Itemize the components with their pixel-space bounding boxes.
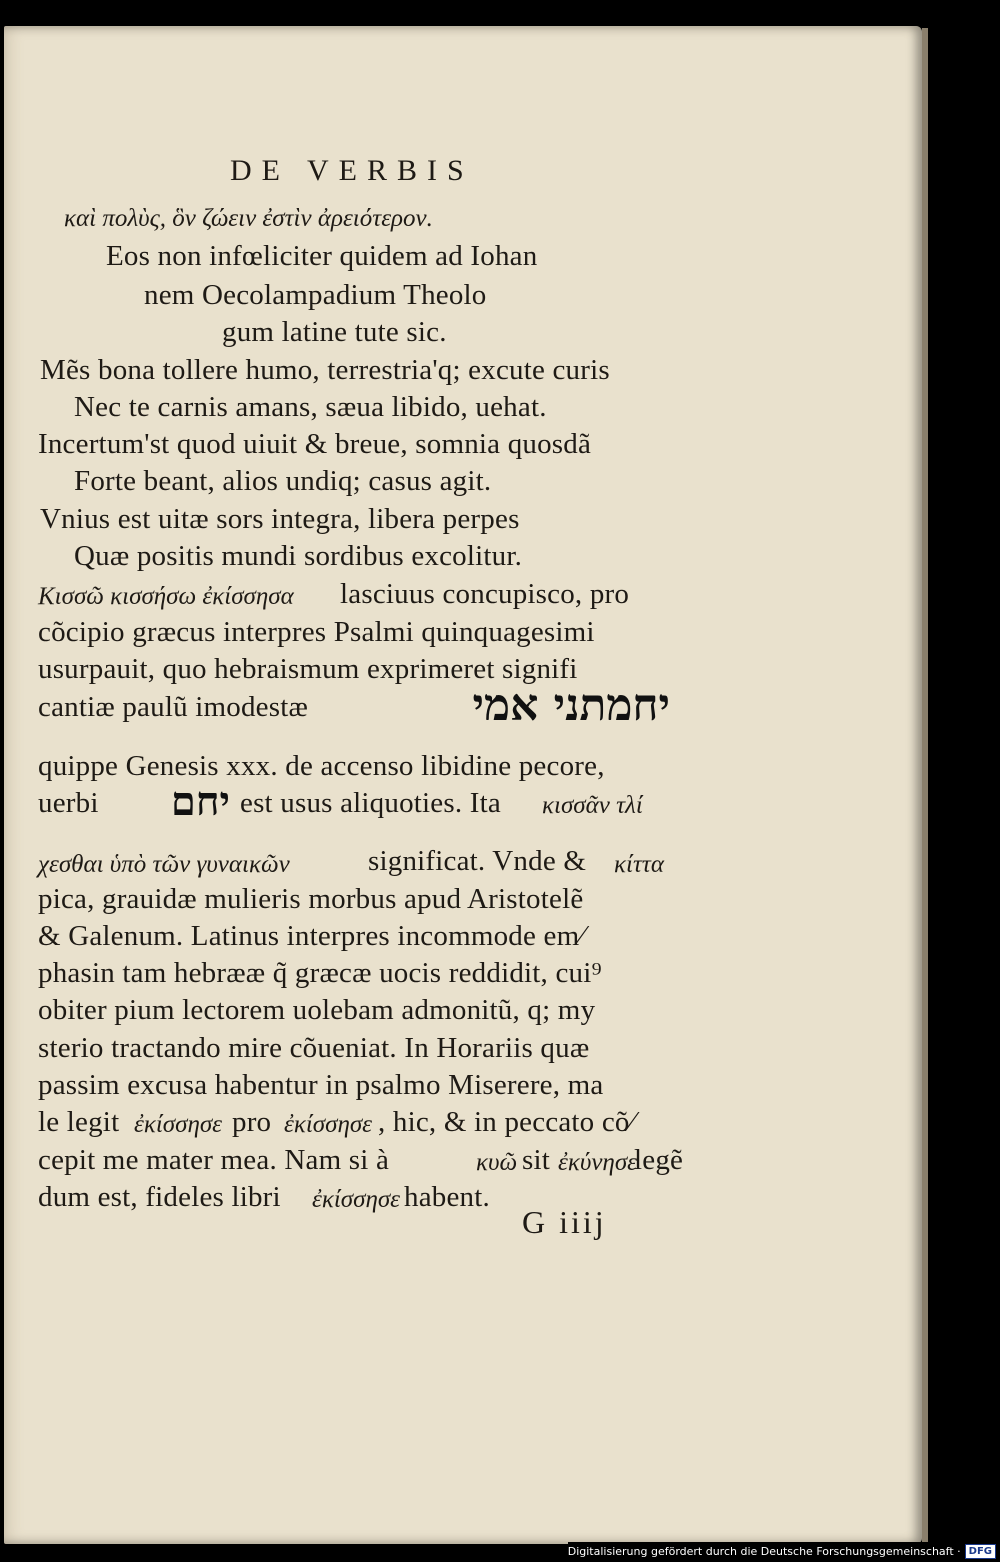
text-line-lasciuus: lasciuus concupisco, pro	[340, 578, 630, 610]
signature-mark: G iiij	[522, 1204, 607, 1240]
text-line-le-legit: le legit	[38, 1106, 120, 1138]
text-line-lege: legẽ	[634, 1144, 684, 1176]
text-line-concipio: cõcipio græcus interpres Psalmi quinquagesimi	[38, 616, 595, 648]
text-line-uerbi: uerbi	[38, 787, 99, 819]
text-line-phasin: phasin tam hebrææ q̃ græcæ uocis reddidit, cui⁹	[38, 957, 602, 989]
text-line-hic: , hic, & in peccato cõ⁄	[378, 1106, 635, 1138]
greek-kisso-forms: Κισσῶ κισσήσω ἐκίσσησα	[38, 583, 294, 610]
text-line-pro: pro	[232, 1106, 272, 1138]
greek-ekissese-1: ἐκίσσησε	[134, 1111, 223, 1138]
greek-ekissese-3: ἐκίσσησε	[312, 1186, 401, 1213]
verse-line-5: Vnius est uitæ sors integra, libera perpes	[40, 503, 520, 535]
dfg-logo: DFG	[965, 1544, 996, 1559]
greek-ekynese: ἐκύνησε	[558, 1149, 638, 1176]
verse-line-2: Nec te carnis amans, sæua libido, uehat.	[74, 391, 547, 423]
text-line-cantiae: cantiæ paulũ imodestæ	[38, 691, 309, 723]
greek-kissan: κισσᾶν τλί	[542, 792, 643, 819]
text-line-1: Eos non infœliciter quidem ad Iohan	[106, 240, 538, 272]
text-line-cepit: cepit me mater mea. Nam si à	[38, 1144, 390, 1176]
page-edge	[922, 28, 928, 1542]
text-line-dum-est: dum est, fideles libri	[38, 1181, 281, 1213]
text-line-sterio: sterio tractando mire cõueniat. In Horariis quæ	[38, 1032, 590, 1064]
greek-line: καὶ πολὺς, ὃν ζώειν ἐστὶν ἀρειότερον.	[64, 205, 433, 232]
digitization-credit	[568, 1542, 996, 1560]
greek-xeothai: χεσθαι ὑπὸ τῶν γυναικῶν	[38, 851, 290, 878]
text-line-passim: passim excusa habentur in psalmo Miserere, ma	[38, 1069, 604, 1101]
hebrew-word: יחם	[170, 778, 230, 825]
text-line-pica: pica, grauidæ mulieris morbus apud Aristotelẽ	[38, 883, 584, 915]
verse-line-1: Mẽs bona tollere humo, terrestria'q; excute curis	[40, 354, 610, 386]
greek-ekissese-2: ἐκίσσησε	[284, 1111, 373, 1138]
text-line-significat: significat. Vnde &	[368, 845, 587, 877]
verse-line-6: Quæ positis mundi sordibus excolitur.	[74, 540, 523, 572]
text-line-est-usus: est usus aliquoties. Ita	[240, 787, 501, 819]
running-head: DE VERBIS	[230, 154, 474, 187]
greek-kitta: κίττα	[614, 851, 664, 878]
credit-text: Digitalisierung gefördert durch die Deutsche Forschungsgemeinschaft ·	[567, 1544, 961, 1558]
text-line-usurpauit: usurpauit, quo hebraismum exprimeret signifi	[38, 653, 578, 685]
verse-line-3: Incertum'st quod uiuit & breue, somnia quosdã	[38, 428, 592, 460]
text-line-habent: habent.	[404, 1181, 490, 1213]
text-line-2: nem Oecolampadium Theolo	[144, 279, 487, 311]
text-line-galenum: & Galenum. Latinus interpres incommode em⁄	[38, 920, 585, 952]
hebrew-phrase: יחמתני אמי	[472, 680, 670, 731]
text-line-3: gum latine tute sic.	[222, 316, 447, 348]
text-line-quippe: quippe Genesis xxx. de accenso libidine pecore,	[38, 750, 605, 782]
greek-kyo: κυῶ	[476, 1149, 518, 1176]
text-line-sit: sit	[522, 1144, 550, 1176]
text-line-obiter: obiter pium lectorem uolebam admonitũ, q; my	[38, 994, 596, 1026]
verse-line-4: Forte beant, alios undiq; casus agit.	[74, 465, 492, 497]
